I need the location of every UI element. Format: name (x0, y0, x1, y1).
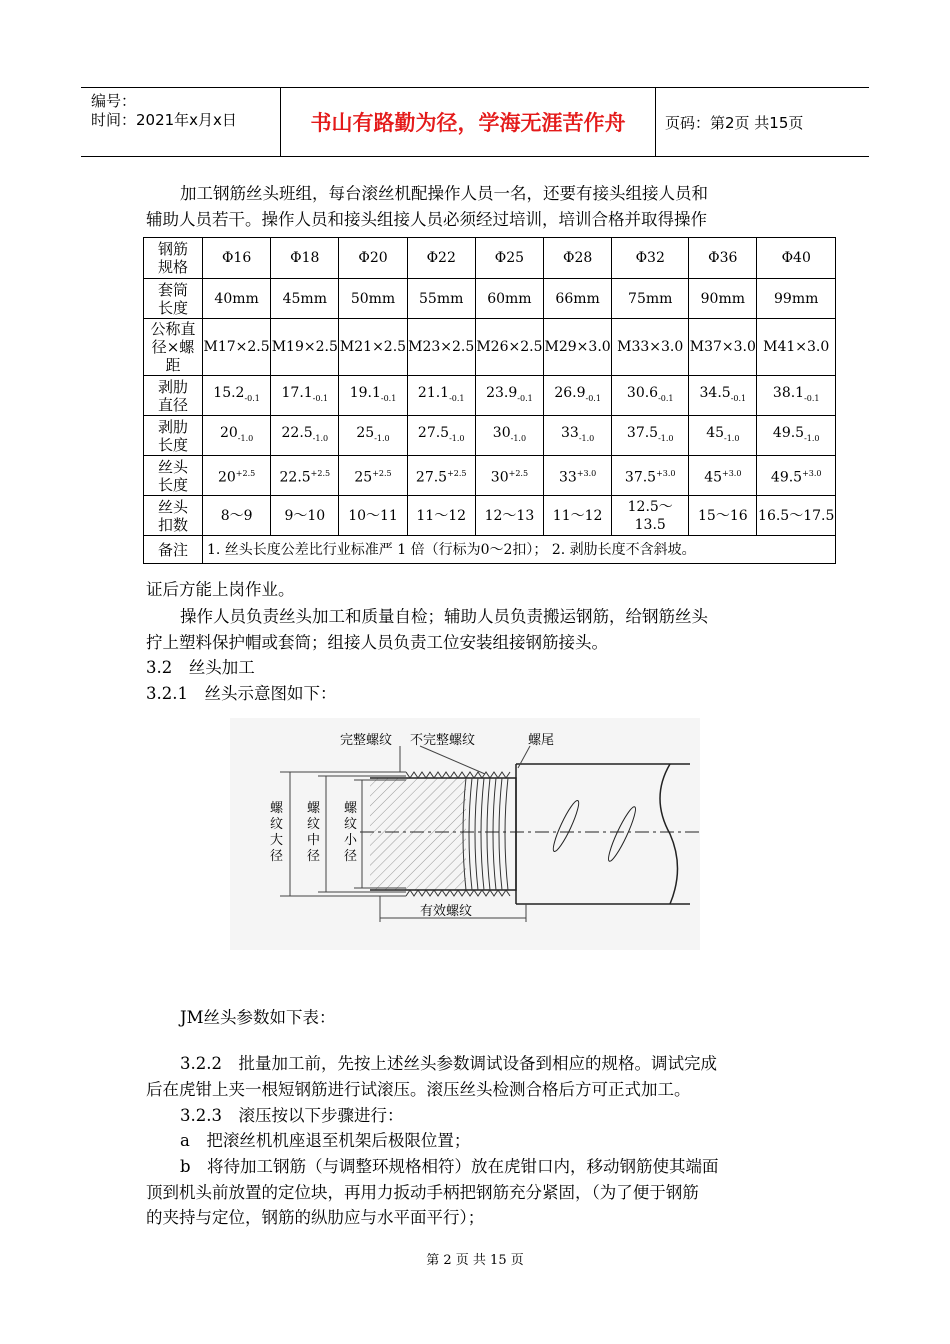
cell: M41×3.0 (757, 319, 836, 376)
row-sleeve (144, 279, 836, 319)
row-header: 公称直 径×螺 距 (144, 319, 203, 376)
cell: $30.6_{-0.1}$ (612, 376, 689, 416)
row-strip-len (144, 416, 836, 456)
cell: $45^{+3.0}$ (689, 456, 757, 496)
cell: M29×3.0 (544, 319, 612, 376)
row-turns (144, 496, 836, 536)
svg-text:纹: 纹 (270, 817, 284, 832)
step-a: a 把滚丝机机座退至机架后极限位置； (180, 1131, 471, 1150)
section-3-2: 3.2 丝头加工 (146, 658, 255, 677)
cell: $21.1_{-0.1}$ (407, 376, 475, 416)
cell: $27.5^{+2.5}$ (407, 456, 475, 496)
cell: 99mm (757, 279, 836, 319)
row-header: 丝头 长度 (144, 456, 203, 496)
svg-text:小: 小 (344, 833, 358, 848)
cell: Φ32 (612, 238, 689, 279)
cell: 11～12 (544, 496, 612, 536)
row-header: 套筒 长度 (144, 279, 203, 319)
row-header: 备注 (144, 536, 203, 564)
label-partial-thread: 不完整螺纹 (410, 733, 476, 748)
svg-text:螺: 螺 (307, 801, 321, 816)
remark-cell: 1. 丝头长度公差比行业标准严 1 倍（行标为0～2扣）； 2. 剥肋长度不含斜坡。 (203, 536, 836, 564)
cell: 45mm (271, 279, 339, 319)
s323: 3.2.3 滚压按以下步骤进行： (180, 1106, 404, 1125)
jm-line: JM丝头参数如下表： (180, 1008, 336, 1027)
cell: 16.5～17.5 (757, 496, 836, 536)
cell: Φ18 (271, 238, 339, 279)
step-b-line1: b 将待加工钢筋（与调整环规格相符）放在虎钳口内，移动钢筋使其端面 (180, 1157, 719, 1176)
label-effective-thread: 有效螺纹 (420, 904, 473, 919)
s322-line2: 后在虎钳上夹一根短钢筋进行试滚压。滚压丝头检测合格后方可正式加工。 (146, 1080, 691, 1099)
cell: 8～9 (203, 496, 271, 536)
time-label: 时间：2021年x月x日 (91, 111, 237, 129)
cell: Φ22 (407, 238, 475, 279)
cell: 10～11 (339, 496, 407, 536)
page-label: 页码：第2页 共15页 (665, 113, 804, 132)
cell: M17×2.5 (203, 319, 271, 376)
svg-text:径: 径 (344, 849, 358, 864)
cell: 66mm (544, 279, 612, 319)
cell: Φ28 (544, 238, 612, 279)
cell: $34.5_{-0.1}$ (689, 376, 757, 416)
cell: $30^{+2.5}$ (475, 456, 543, 496)
para2: 证后方能上岗作业。 (146, 580, 295, 599)
cell: Φ36 (689, 238, 757, 279)
cell: $38.1_{-0.1}$ (757, 376, 836, 416)
cell: $25_{-1.0}$ (339, 416, 407, 456)
cell: $37.5^{+3.0}$ (612, 456, 689, 496)
row-remark (144, 536, 836, 564)
svg-text:螺: 螺 (344, 801, 358, 816)
step-b-line2: 顶到机头前放置的定位块，再用力扳动手柄把钢筋充分紧固，（为了便于钢筋 (146, 1183, 699, 1202)
label-full-thread: 完整螺纹 (340, 733, 393, 748)
row-header: 剥肋 长度 (144, 416, 203, 456)
cell: M26×2.5 (475, 319, 543, 376)
cell: $33^{+3.0}$ (544, 456, 612, 496)
header-meta (81, 88, 281, 156)
page-footer: 第 2 页 共 15 页 (426, 1253, 524, 1268)
cell: $49.5^{+3.0}$ (757, 456, 836, 496)
cell: 15～16 (689, 496, 757, 536)
cell: 50mm (339, 279, 407, 319)
cell: M37×3.0 (689, 319, 757, 376)
cell: 9～10 (271, 496, 339, 536)
cell: $22.5^{+2.5}$ (271, 456, 339, 496)
cell: $20_{-1.0}$ (203, 416, 271, 456)
row-header: 钢筋 规格 (144, 238, 203, 279)
s322-line1: 3.2.2 批量加工前，先按上述丝头参数调试设备到相应的规格。调试完成 (180, 1054, 717, 1073)
cell: $30_{-1.0}$ (475, 416, 543, 456)
thread-diagram (230, 718, 700, 950)
step-b-line3: 的夹持与定位，钢筋的纵肋应与水平面平行）； (146, 1208, 485, 1227)
cell: $37.5_{-1.0}$ (612, 416, 689, 456)
svg-text:纹: 纹 (344, 817, 358, 832)
svg-text:螺: 螺 (270, 801, 284, 816)
para3-line2: 拧上塑料保护帽或套筒；组接人员负责工位安装组接钢筋接头。 (146, 633, 608, 652)
cell: 12～13 (475, 496, 543, 536)
page-header (81, 87, 869, 157)
row-header: 剥肋 直径 (144, 376, 203, 416)
thread-spec-table (143, 237, 836, 564)
para1-line1: 加工钢筋丝头班组，每台滚丝机配操作人员一名，还要有接头组接人员和 (180, 184, 708, 203)
cell: 11～12 (407, 496, 475, 536)
cell: $23.9_{-0.1}$ (475, 376, 543, 416)
cell: Φ20 (339, 238, 407, 279)
cell: M23×2.5 (407, 319, 475, 376)
para1-line2: 辅助人员若干。操作人员和接头组接人员必须经过培训，培训合格并取得操作 (146, 210, 707, 229)
row-thread (144, 319, 836, 376)
cell: $33_{-1.0}$ (544, 416, 612, 456)
cell: 12.5～13.5 (612, 496, 689, 536)
svg-text:径: 径 (307, 849, 321, 864)
cell: Φ40 (757, 238, 836, 279)
cell: 55mm (407, 279, 475, 319)
cell: $26.9_{-0.1}$ (544, 376, 612, 416)
cell: M33×3.0 (612, 319, 689, 376)
cell: M21×2.5 (339, 319, 407, 376)
cell: 90mm (689, 279, 757, 319)
svg-text:纹: 纹 (307, 817, 321, 832)
section-3-2-1: 3.2.1 丝头示意图如下： (146, 684, 337, 703)
cell: $20^{+2.5}$ (203, 456, 271, 496)
cell: 75mm (612, 279, 689, 319)
cell: M19×2.5 (271, 319, 339, 376)
svg-text:径: 径 (270, 849, 284, 864)
para3-line1: 操作人员负责丝头加工和质量自检；辅助人员负责搬运钢筋，给钢筋丝头 (180, 607, 708, 626)
cell: $27.5_{-1.0}$ (407, 416, 475, 456)
cell: 40mm (203, 279, 271, 319)
number-label: 编号： (91, 92, 137, 110)
row-header: 丝头 扣数 (144, 496, 203, 536)
cell: $15.2_{-0.1}$ (203, 376, 271, 416)
cell: $19.1_{-0.1}$ (339, 376, 407, 416)
cell: $49.5_{-1.0}$ (757, 416, 836, 456)
cell: $22.5_{-1.0}$ (271, 416, 339, 456)
cell: 60mm (475, 279, 543, 319)
cell: $25^{+2.5}$ (339, 456, 407, 496)
cell: Φ25 (475, 238, 543, 279)
svg-text:中: 中 (307, 833, 321, 848)
label-thread-tail: 螺尾 (528, 733, 555, 748)
svg-text:大: 大 (270, 833, 284, 848)
cell: Φ16 (203, 238, 271, 279)
cell: $17.1_{-0.1}$ (271, 376, 339, 416)
motto: 书山有路勤为径，学海无涯苦作舟 (281, 88, 656, 156)
row-strip-dia (144, 376, 836, 416)
row-head-len (144, 456, 836, 496)
cell: $45_{-1.0}$ (689, 416, 757, 456)
row-spec (144, 238, 836, 279)
